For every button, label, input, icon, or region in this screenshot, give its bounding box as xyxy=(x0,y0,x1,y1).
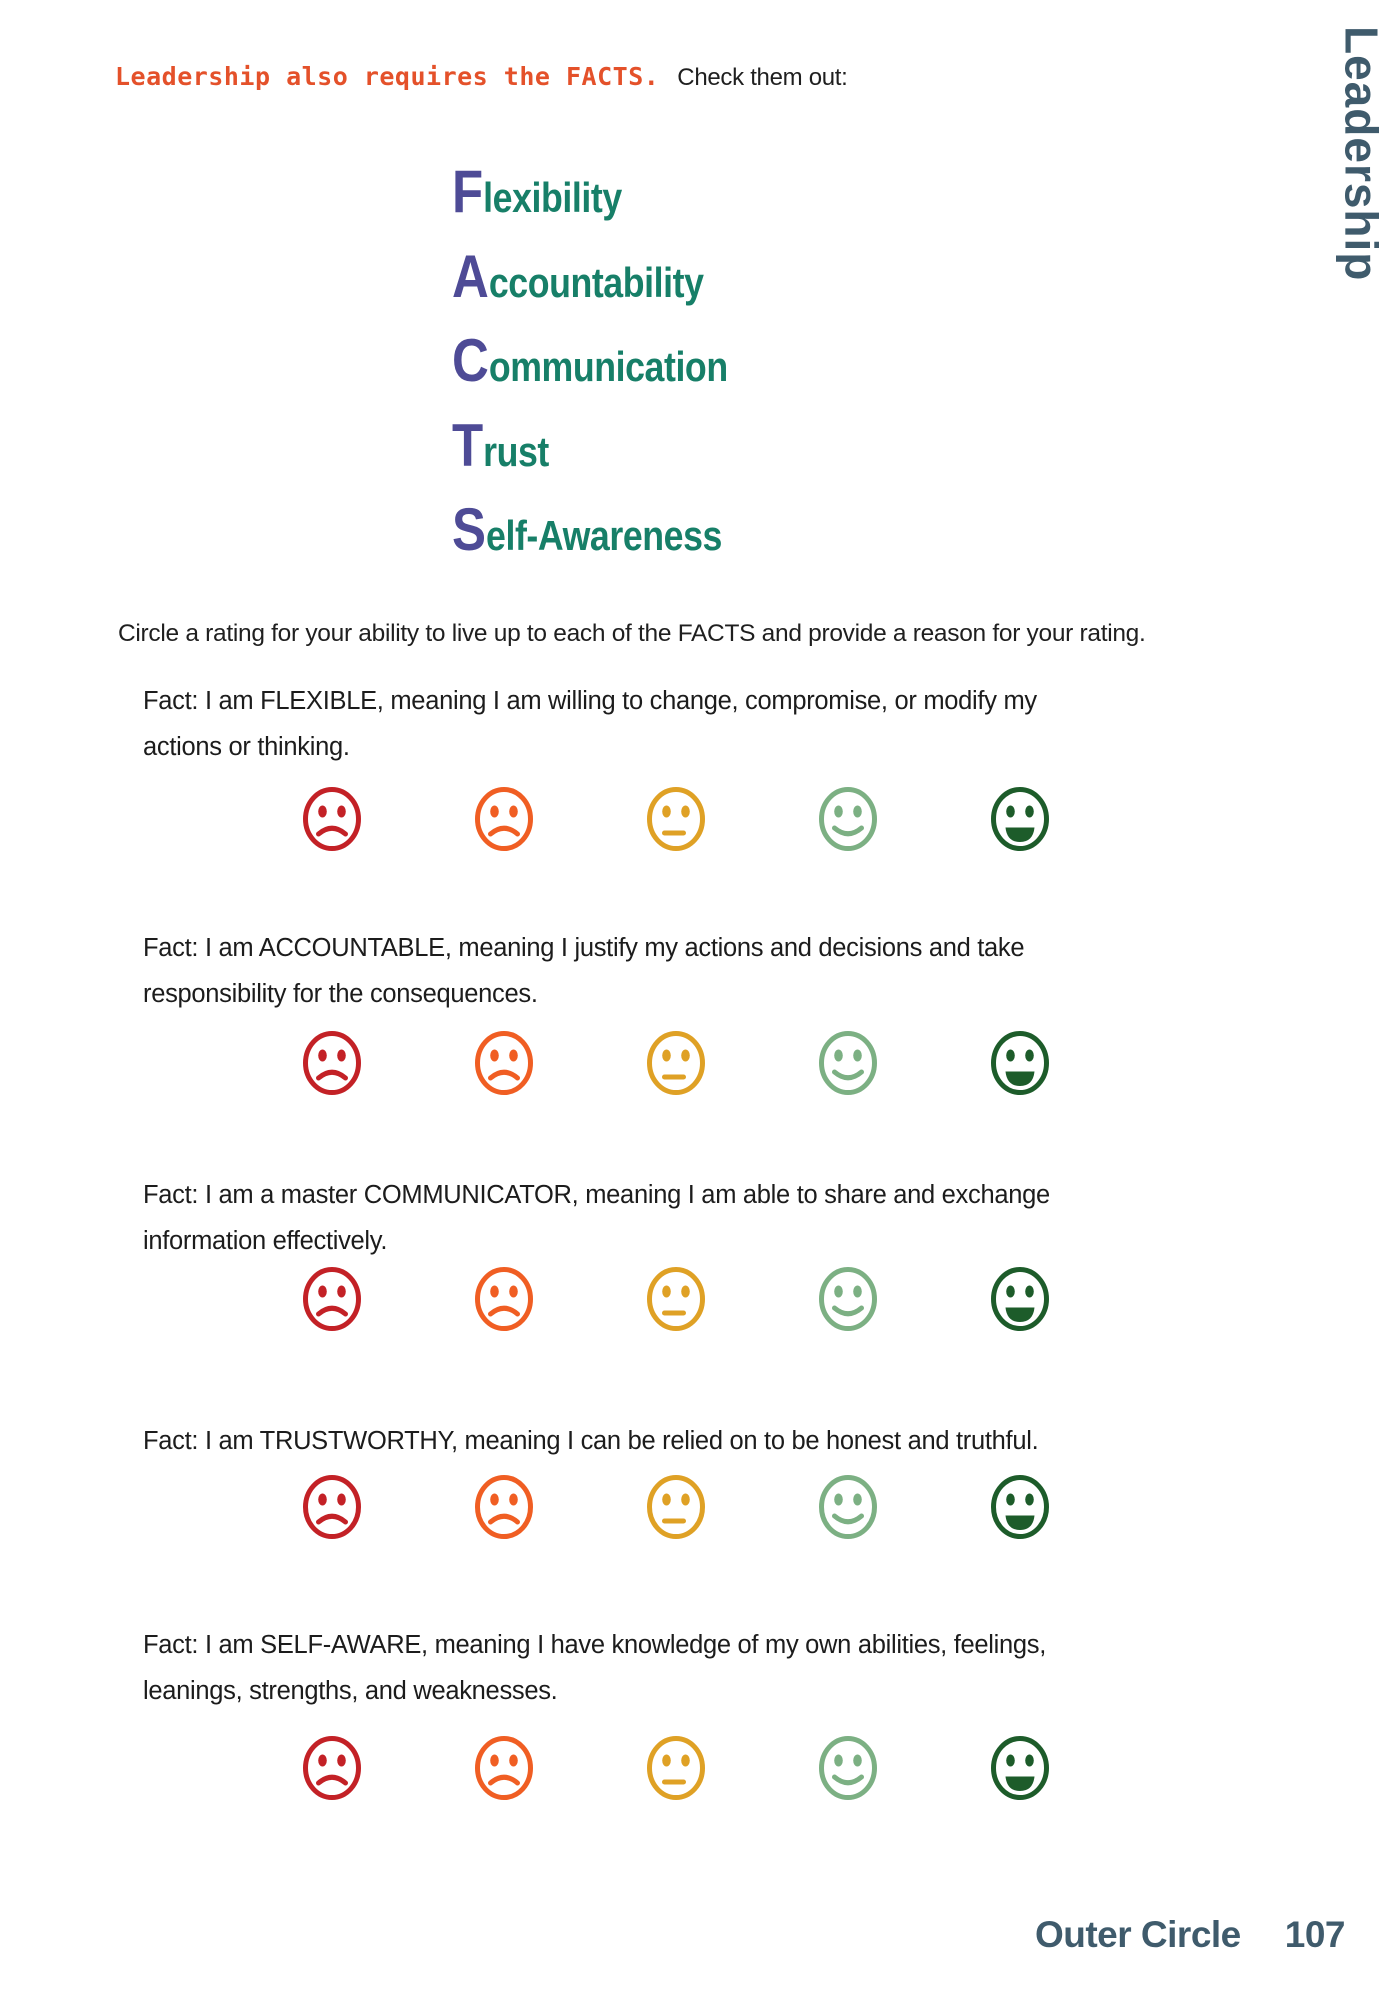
rating-neutral-icon[interactable] xyxy=(646,1266,706,1332)
facts-acronym-list xyxy=(452,150,776,573)
rating-instruction: Circle a rating for your ability to live up to each of the FACTS and provide a reason for your rating. xyxy=(118,620,1146,647)
fact-accountable-text xyxy=(143,925,1203,1017)
fact-communicator-text xyxy=(143,1172,1203,1264)
acronym-word-rest: ommunication xyxy=(488,343,728,390)
fact-flexible-text xyxy=(143,678,1203,770)
rating-neutral-icon[interactable] xyxy=(646,786,706,852)
rating-very-happy-icon[interactable] xyxy=(990,1474,1050,1540)
acronym-line-accountability xyxy=(452,235,728,320)
page-heading xyxy=(115,62,848,92)
acronym-initial: T xyxy=(452,411,484,479)
fact-self-aware-text xyxy=(143,1622,1203,1714)
rating-row-accountable xyxy=(302,1030,1050,1096)
acronym-word-rest: elf-Awareness xyxy=(486,512,722,559)
rating-very-happy-icon[interactable] xyxy=(990,786,1050,852)
acronym-line-communication xyxy=(452,319,728,404)
acronym-initial: C xyxy=(452,327,489,394)
fact-text-line: Fact: I am ACCOUNTABLE, meaning I justify my actions and decisions and take xyxy=(143,934,1025,962)
acronym-initial: F xyxy=(452,158,484,225)
rating-row-communicator xyxy=(302,1266,1050,1332)
heading-rest: Check them out: xyxy=(677,64,848,91)
acronym-line-trust xyxy=(452,404,728,489)
rating-neutral-icon[interactable] xyxy=(646,1735,706,1801)
rating-neutral-icon[interactable] xyxy=(646,1030,706,1096)
footer-section-title: Outer Circle xyxy=(1034,1914,1241,1955)
rating-sad-icon[interactable] xyxy=(474,1266,534,1332)
acronym-initial: S xyxy=(452,496,487,563)
fact-text-line: actions or thinking. xyxy=(143,733,350,761)
fact-text-line: Fact: I am FLEXIBLE, meaning I am willing to change, compromise, or modify my xyxy=(143,687,1037,715)
page-footer xyxy=(1035,1914,1345,1956)
rating-sad-icon[interactable] xyxy=(474,1474,534,1540)
rating-row-trustworthy xyxy=(302,1474,1050,1540)
fact-text-line: responsibility for the consequences. xyxy=(143,980,538,1008)
rating-happy-icon[interactable] xyxy=(818,1474,878,1540)
edge-chapter-title: Leadership xyxy=(1335,26,1388,282)
fact-text-line: leanings, strengths, and weaknesses. xyxy=(143,1677,558,1705)
acronym-line-flexibility xyxy=(452,150,728,235)
fact-text-line: information effectively. xyxy=(143,1227,388,1255)
acronym-line-self-awareness xyxy=(452,488,728,573)
rating-happy-icon[interactable] xyxy=(818,1030,878,1096)
rating-sad-icon[interactable] xyxy=(474,786,534,852)
acronym-word-rest: ccountability xyxy=(488,258,704,306)
rating-very-sad-icon[interactable] xyxy=(302,1474,362,1540)
fact-text-line: Fact: I am a master COMMUNICATOR, meaning I am able to share and exchange xyxy=(143,1181,1050,1209)
rating-happy-icon[interactable] xyxy=(818,1735,878,1801)
fact-text-line: Fact: I am TRUSTWORTHY, meaning I can be relied on to be honest and truthful. xyxy=(143,1427,1039,1455)
acronym-word-rest: rust xyxy=(483,427,549,475)
acronym-word-rest: lexibility xyxy=(483,174,622,221)
rating-very-happy-icon[interactable] xyxy=(990,1030,1050,1096)
acronym-initial: A xyxy=(452,242,489,310)
rating-very-sad-icon[interactable] xyxy=(302,1735,362,1801)
rating-neutral-icon[interactable] xyxy=(646,1474,706,1540)
rating-happy-icon[interactable] xyxy=(818,1266,878,1332)
rating-sad-icon[interactable] xyxy=(474,1030,534,1096)
footer-page-number: 107 xyxy=(1284,1914,1345,1955)
rating-very-sad-icon[interactable] xyxy=(302,786,362,852)
rating-sad-icon[interactable] xyxy=(474,1735,534,1801)
rating-very-sad-icon[interactable] xyxy=(302,1030,362,1096)
fact-text-line: Fact: I am SELF-AWARE, meaning I have knowledge of my own abilities, feelings, xyxy=(143,1631,1047,1659)
rating-row-flexible xyxy=(302,786,1050,852)
rating-very-sad-icon[interactable] xyxy=(302,1266,362,1332)
rating-row-self-aware xyxy=(302,1735,1050,1801)
rating-very-happy-icon[interactable] xyxy=(990,1735,1050,1801)
rating-very-happy-icon[interactable] xyxy=(990,1266,1050,1332)
heading-highlight: Leadership also requires the FACTS. xyxy=(115,62,660,91)
fact-trustworthy-text xyxy=(143,1418,1203,1464)
rating-happy-icon[interactable] xyxy=(818,786,878,852)
